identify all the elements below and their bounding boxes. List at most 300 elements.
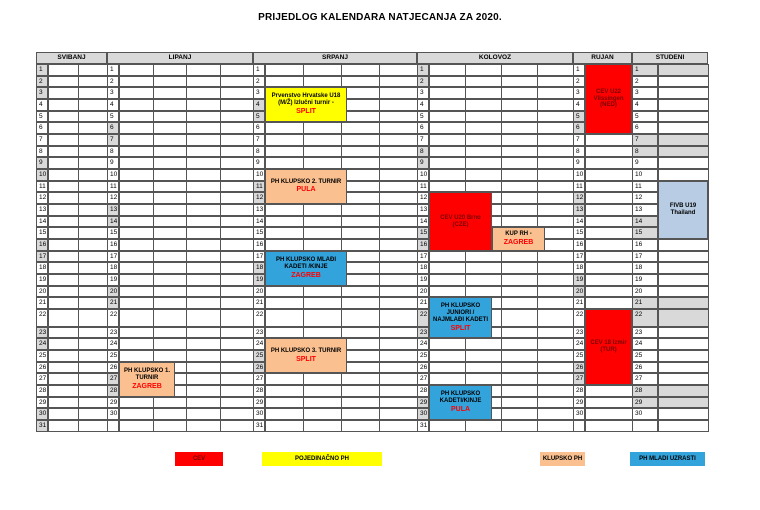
day-number-cell: 18 [632, 262, 658, 274]
day-number-cell: 26 [253, 362, 265, 374]
day-slot-cell [186, 227, 221, 239]
day-slot-cell [303, 239, 342, 251]
day-number-cell: 1 [573, 64, 585, 76]
day-number-cell: 22 [36, 309, 48, 327]
day-slot-cell [537, 146, 574, 158]
day-number-cell: 25 [253, 350, 265, 362]
day-number-cell: 15 [253, 227, 265, 239]
day-number-cell: 14 [632, 216, 658, 228]
day-number-cell: 30 [573, 408, 585, 420]
day-slot-cell [78, 385, 109, 397]
day-number-cell: 27 [253, 373, 265, 385]
day-slot-cell [537, 204, 574, 216]
day-number-cell: 13 [573, 204, 585, 216]
day-number-cell: 13 [36, 204, 48, 216]
event-text: (NED) [600, 102, 617, 109]
day-slot-cell [465, 122, 502, 134]
day-slot-cell [220, 181, 255, 193]
day-slot-cell [119, 286, 154, 298]
day-number-cell: 12 [36, 192, 48, 204]
day-slot-cell [186, 239, 221, 251]
day-slot-cell [153, 204, 188, 216]
day-slot-cell [537, 373, 574, 385]
event-text: KUP RH - [505, 231, 532, 238]
day-number-cell: 19 [573, 274, 585, 286]
day-slot-cell [537, 385, 574, 397]
day-number-cell: 21 [417, 297, 429, 309]
day-slot-cell [153, 181, 188, 193]
day-slot-cell [658, 373, 709, 385]
day-slot-cell [48, 309, 79, 327]
day-slot-cell [537, 134, 574, 146]
day-slot-cell [186, 87, 221, 99]
day-number-cell: 22 [573, 309, 585, 327]
day-slot-cell [537, 76, 574, 88]
day-slot-cell [379, 146, 418, 158]
day-slot-cell [220, 286, 255, 298]
day-slot-cell [341, 385, 380, 397]
day-slot-cell [501, 362, 538, 374]
day-number-cell: 2 [417, 76, 429, 88]
day-number-cell: 21 [632, 297, 658, 309]
day-slot-cell [78, 373, 109, 385]
day-slot-cell [501, 420, 538, 432]
day-slot-cell [429, 181, 466, 193]
day-slot-cell [186, 338, 221, 350]
day-slot-cell [119, 192, 154, 204]
day-number-cell: 12 [417, 192, 429, 204]
day-slot-cell [119, 338, 154, 350]
day-number-cell: 3 [632, 87, 658, 99]
day-number-cell: 29 [573, 397, 585, 409]
day-slot-cell [501, 274, 538, 286]
day-slot-cell [78, 286, 109, 298]
day-slot-cell [341, 122, 380, 134]
day-number-cell: 13 [632, 204, 658, 216]
day-slot-cell [501, 350, 538, 362]
day-slot-cell [78, 204, 109, 216]
day-slot-cell [341, 227, 380, 239]
day-slot-cell [153, 87, 188, 99]
day-number-cell: 8 [36, 146, 48, 158]
day-slot-cell [465, 362, 502, 374]
day-slot-cell [379, 251, 418, 263]
day-slot-cell [465, 146, 502, 158]
day-slot-cell [78, 181, 109, 193]
day-number-cell: 29 [417, 397, 429, 409]
day-slot-cell [220, 262, 255, 274]
day-number-cell: 26 [36, 362, 48, 374]
day-number-cell: 16 [253, 239, 265, 251]
day-number-cell: 23 [632, 327, 658, 339]
day-slot-cell [119, 157, 154, 169]
day-slot-cell [537, 216, 574, 228]
month-header-srpanj: SRPANJ [253, 52, 417, 64]
day-slot-cell [429, 373, 466, 385]
day-number-cell: 21 [573, 297, 585, 309]
day-number-cell: 13 [253, 204, 265, 216]
day-number-cell: 4 [36, 99, 48, 111]
day-slot-cell [341, 408, 380, 420]
day-slot-cell [186, 385, 221, 397]
day-number-cell: 8 [107, 146, 119, 158]
day-slot-cell [220, 134, 255, 146]
event-text: CEV U20 Brno [440, 214, 481, 221]
day-slot-cell [501, 373, 538, 385]
day-slot-cell [220, 327, 255, 339]
day-slot-cell [78, 76, 109, 88]
day-number-cell: 3 [573, 87, 585, 99]
day-slot-cell [303, 420, 342, 432]
day-number-cell: 20 [36, 286, 48, 298]
day-slot-cell [537, 338, 574, 350]
event-text: PH KLUPSKO [440, 303, 481, 310]
day-slot-cell [78, 338, 109, 350]
day-slot-cell [658, 122, 709, 134]
day-slot-cell [153, 262, 188, 274]
day-number-cell: 12 [632, 192, 658, 204]
day-number-cell: 24 [253, 338, 265, 350]
day-number-cell: 18 [253, 262, 265, 274]
day-number-cell: 26 [417, 362, 429, 374]
day-number-cell: 15 [417, 227, 429, 239]
day-slot-cell [585, 134, 633, 146]
event-fivb-u19 [658, 181, 708, 239]
day-slot-cell [220, 373, 255, 385]
event-text: JUNIORI / [446, 309, 475, 316]
day-slot-cell [48, 420, 79, 432]
day-slot-cell [465, 134, 502, 146]
event-text: KADETI /KINJE [284, 263, 328, 270]
day-number-cell: 31 [417, 420, 429, 432]
day-slot-cell [341, 286, 380, 298]
day-slot-cell [119, 204, 154, 216]
day-slot-cell [501, 216, 538, 228]
day-number-cell: 27 [632, 373, 658, 385]
day-slot-cell [186, 122, 221, 134]
day-slot-cell [119, 111, 154, 123]
day-slot-cell [153, 216, 188, 228]
day-number-cell: 7 [253, 134, 265, 146]
day-slot-cell [537, 99, 574, 111]
day-number-cell: 18 [573, 262, 585, 274]
day-number-cell: 11 [573, 181, 585, 193]
day-slot-cell [341, 157, 380, 169]
day-slot-cell [78, 262, 109, 274]
day-number-cell: 7 [107, 134, 119, 146]
day-number-cell: 28 [107, 385, 119, 397]
day-number-cell: 12 [107, 192, 119, 204]
day-slot-cell [48, 408, 79, 420]
day-number-cell: 14 [573, 216, 585, 228]
day-slot-cell [585, 157, 633, 169]
day-slot-cell [429, 76, 466, 88]
day-slot-cell [186, 373, 221, 385]
day-slot-cell [429, 157, 466, 169]
day-number-cell: 23 [253, 327, 265, 339]
day-slot-cell [465, 169, 502, 181]
day-number-cell: 25 [632, 350, 658, 362]
day-slot-cell [78, 87, 109, 99]
event-ph-klupsko-2 [265, 169, 347, 204]
event-text: (CZE) [452, 221, 469, 228]
day-slot-cell [658, 239, 709, 251]
day-slot-cell [379, 204, 418, 216]
day-slot-cell [585, 420, 633, 432]
day-number-cell: 25 [107, 350, 119, 362]
day-slot-cell [48, 397, 79, 409]
day-number-cell: 17 [253, 251, 265, 263]
day-number-cell: 16 [417, 239, 429, 251]
day-number-cell: 18 [417, 262, 429, 274]
event-cev-u18 [585, 309, 632, 385]
day-number-cell: 21 [107, 297, 119, 309]
day-slot-cell [585, 297, 633, 309]
day-slot-cell [303, 64, 342, 76]
day-number-cell: 11 [107, 181, 119, 193]
event-ph-klupsko-kadeti [429, 385, 492, 420]
day-slot-cell [265, 408, 304, 420]
day-slot-cell [537, 327, 574, 339]
day-number-cell: 5 [107, 111, 119, 123]
day-slot-cell [537, 122, 574, 134]
day-number-cell: 27 [107, 373, 119, 385]
day-slot-cell [220, 216, 255, 228]
day-slot-cell [220, 350, 255, 362]
day-number-cell: 7 [632, 134, 658, 146]
event-city: PULA [296, 186, 316, 194]
day-slot-cell [220, 192, 255, 204]
event-city: SPLIT [450, 324, 471, 332]
day-slot-cell [501, 76, 538, 88]
day-slot-cell [585, 251, 633, 263]
day-slot-cell [303, 157, 342, 169]
event-ph-klupsko-1 [119, 362, 175, 397]
day-slot-cell [48, 286, 79, 298]
day-slot-cell [429, 262, 466, 274]
day-number-cell [632, 420, 658, 432]
day-slot-cell [429, 274, 466, 286]
event-ph-klupsko-3 [265, 338, 347, 373]
day-slot-cell [303, 286, 342, 298]
day-slot-cell [78, 350, 109, 362]
day-number-cell: 8 [253, 146, 265, 158]
day-slot-cell [78, 146, 109, 158]
day-number-cell: 22 [417, 309, 429, 327]
day-slot-cell [341, 309, 380, 327]
day-number-cell: 27 [417, 373, 429, 385]
day-slot-cell [220, 157, 255, 169]
day-slot-cell [303, 122, 342, 134]
day-number-cell: 5 [417, 111, 429, 123]
day-slot-cell [153, 397, 188, 409]
day-number-cell: 20 [107, 286, 119, 298]
day-slot-cell [379, 338, 418, 350]
month-header-kolovoz: KOLOVOZ [417, 52, 573, 64]
day-number-cell: 21 [36, 297, 48, 309]
day-slot-cell [48, 192, 79, 204]
day-slot-cell [119, 227, 154, 239]
day-slot-cell [119, 99, 154, 111]
day-number-cell: 25 [417, 350, 429, 362]
day-slot-cell [303, 408, 342, 420]
day-slot-cell [153, 309, 188, 327]
day-number-cell: 28 [417, 385, 429, 397]
day-slot-cell [379, 111, 418, 123]
day-slot-cell [220, 122, 255, 134]
day-slot-cell [48, 251, 79, 263]
day-slot-cell [220, 274, 255, 286]
day-slot-cell [465, 87, 502, 99]
day-slot-cell [220, 204, 255, 216]
day-slot-cell [48, 76, 79, 88]
day-slot-cell [78, 239, 109, 251]
day-slot-cell [537, 169, 574, 181]
day-number-cell: 10 [107, 169, 119, 181]
day-slot-cell [585, 274, 633, 286]
day-slot-cell [119, 122, 154, 134]
day-number-cell: 20 [632, 286, 658, 298]
day-slot-cell [119, 87, 154, 99]
day-slot-cell [341, 146, 380, 158]
day-number-cell: 19 [417, 274, 429, 286]
day-number-cell: 17 [573, 251, 585, 263]
day-slot-cell [265, 286, 304, 298]
day-number-cell: 12 [573, 192, 585, 204]
day-number-cell: 27 [573, 373, 585, 385]
day-slot-cell [303, 373, 342, 385]
day-slot-cell [220, 251, 255, 263]
day-slot-cell [465, 251, 502, 263]
event-kup-rh [492, 227, 545, 250]
day-slot-cell [48, 373, 79, 385]
day-slot-cell [186, 76, 221, 88]
day-slot-cell [585, 239, 633, 251]
day-slot-cell [658, 169, 709, 181]
day-slot-cell [379, 64, 418, 76]
legend-pojedina-no-ph: POJEDINAČNO PH [262, 452, 382, 466]
day-slot-cell [78, 64, 109, 76]
day-number-cell: 28 [36, 385, 48, 397]
day-number-cell: 10 [632, 169, 658, 181]
day-slot-cell [153, 239, 188, 251]
day-number-cell: 6 [253, 122, 265, 134]
day-number-cell: 14 [253, 216, 265, 228]
day-slot-cell [220, 420, 255, 432]
day-slot-cell [220, 408, 255, 420]
day-number-cell: 11 [632, 181, 658, 193]
day-slot-cell [341, 420, 380, 432]
day-slot-cell [379, 216, 418, 228]
day-slot-cell [78, 420, 109, 432]
day-slot-cell [186, 111, 221, 123]
day-number-cell: 16 [632, 239, 658, 251]
day-slot-cell [119, 327, 154, 339]
day-slot-cell [658, 420, 709, 432]
event-prvenstvo-u18 [265, 87, 347, 122]
day-slot-cell [501, 64, 538, 76]
day-number-cell: 23 [36, 327, 48, 339]
day-number-cell: 22 [107, 309, 119, 327]
day-number-cell: 30 [253, 408, 265, 420]
day-slot-cell [186, 64, 221, 76]
day-number-cell: 2 [253, 76, 265, 88]
day-slot-cell [501, 385, 538, 397]
day-slot-cell [379, 373, 418, 385]
day-number-cell: 20 [573, 286, 585, 298]
day-number-cell: 15 [632, 227, 658, 239]
day-slot-cell [220, 64, 255, 76]
day-slot-cell [379, 87, 418, 99]
day-slot-cell [537, 350, 574, 362]
day-slot-cell [429, 99, 466, 111]
day-slot-cell [153, 76, 188, 88]
day-slot-cell [153, 64, 188, 76]
day-slot-cell [537, 286, 574, 298]
day-slot-cell [465, 157, 502, 169]
day-slot-cell [341, 373, 380, 385]
day-slot-cell [303, 327, 342, 339]
day-number-cell: 6 [573, 122, 585, 134]
day-slot-cell [501, 181, 538, 193]
day-slot-cell [186, 157, 221, 169]
day-slot-cell [153, 297, 188, 309]
day-slot-cell [186, 286, 221, 298]
day-slot-cell [658, 297, 709, 309]
day-slot-cell [429, 111, 466, 123]
day-slot-cell [119, 309, 154, 327]
day-slot-cell [658, 251, 709, 263]
day-slot-cell [537, 362, 574, 374]
day-number-cell: 4 [632, 99, 658, 111]
day-slot-cell [220, 111, 255, 123]
day-number-cell: 13 [107, 204, 119, 216]
day-slot-cell [119, 146, 154, 158]
day-number-cell: 20 [253, 286, 265, 298]
day-number-cell: 8 [632, 146, 658, 158]
event-text: CEV U22 [595, 88, 621, 95]
day-slot-cell [379, 227, 418, 239]
day-slot-cell [220, 227, 255, 239]
day-slot-cell [379, 157, 418, 169]
day-slot-cell [153, 146, 188, 158]
day-slot-cell [48, 385, 79, 397]
day-number-cell: 6 [417, 122, 429, 134]
day-slot-cell [465, 373, 502, 385]
day-slot-cell [48, 227, 79, 239]
event-city: SPLIT [296, 355, 316, 363]
day-number-cell: 7 [36, 134, 48, 146]
day-slot-cell [341, 76, 380, 88]
day-number-cell: 21 [253, 297, 265, 309]
day-slot-cell [585, 397, 633, 409]
day-slot-cell [186, 99, 221, 111]
day-slot-cell [119, 350, 154, 362]
day-slot-cell [429, 122, 466, 134]
day-slot-cell [501, 286, 538, 298]
day-slot-cell [119, 169, 154, 181]
day-number-cell: 6 [107, 122, 119, 134]
day-number-cell: 29 [632, 397, 658, 409]
day-number-cell: 17 [417, 251, 429, 263]
day-slot-cell [379, 408, 418, 420]
day-number-cell: 24 [417, 338, 429, 350]
day-number-cell [573, 420, 585, 432]
day-slot-cell [537, 274, 574, 286]
day-slot-cell [153, 327, 188, 339]
event-text: (M/Ž) Izlučni turnir - [278, 100, 334, 107]
day-number-cell: 2 [107, 76, 119, 88]
